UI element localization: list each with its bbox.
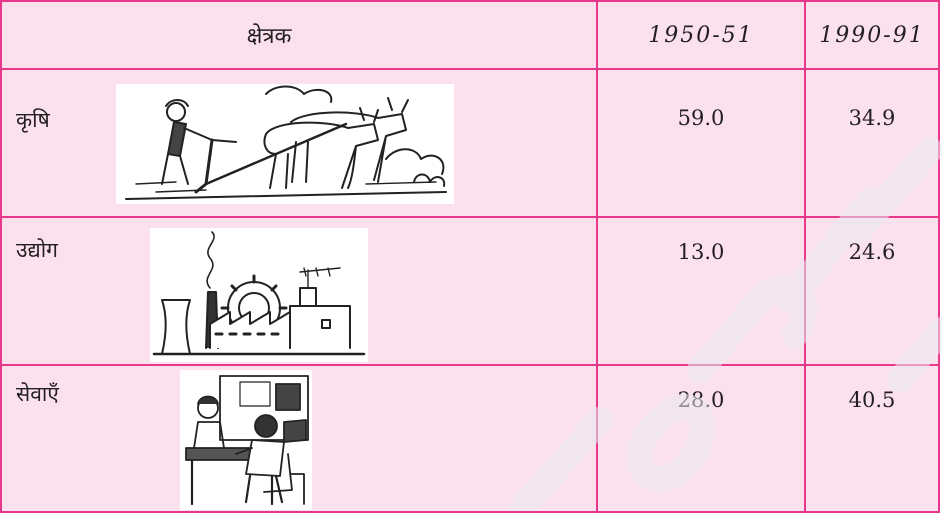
farmer-oxen-icon: [116, 84, 454, 204]
value-1990-91: 34.9: [805, 69, 939, 217]
value-1990-91: 40.5: [805, 365, 939, 512]
sector-cell-agriculture: [1, 69, 597, 217]
service-counter-icon: [180, 370, 312, 510]
table-row: [1, 365, 939, 512]
factory-illustration: [150, 228, 368, 362]
services-illustration: [180, 370, 312, 510]
value-1950-51: 59.0: [597, 69, 805, 217]
header-year-1990-91: 1990-91: [805, 1, 939, 69]
sector-label: सेवाएँ: [16, 382, 59, 406]
header-year-1950-51: 1950-51: [597, 1, 805, 69]
value-1990-91: 24.6: [805, 217, 939, 365]
sector-label: कृषि: [16, 108, 50, 132]
table-row: [1, 217, 939, 365]
sector-label: उद्योग: [16, 238, 58, 262]
value-1950-51: 28.0: [597, 365, 805, 512]
value-1950-51: 13.0: [597, 217, 805, 365]
header-sector: क्षेत्रक: [1, 1, 597, 69]
table-row: [1, 69, 939, 217]
sector-cell-industry: [1, 217, 597, 365]
header-row: [1, 1, 939, 69]
sector-cell-services: [1, 365, 597, 512]
factory-gear-icon: [150, 228, 368, 362]
farmer-ploughing-illustration: [116, 84, 454, 204]
